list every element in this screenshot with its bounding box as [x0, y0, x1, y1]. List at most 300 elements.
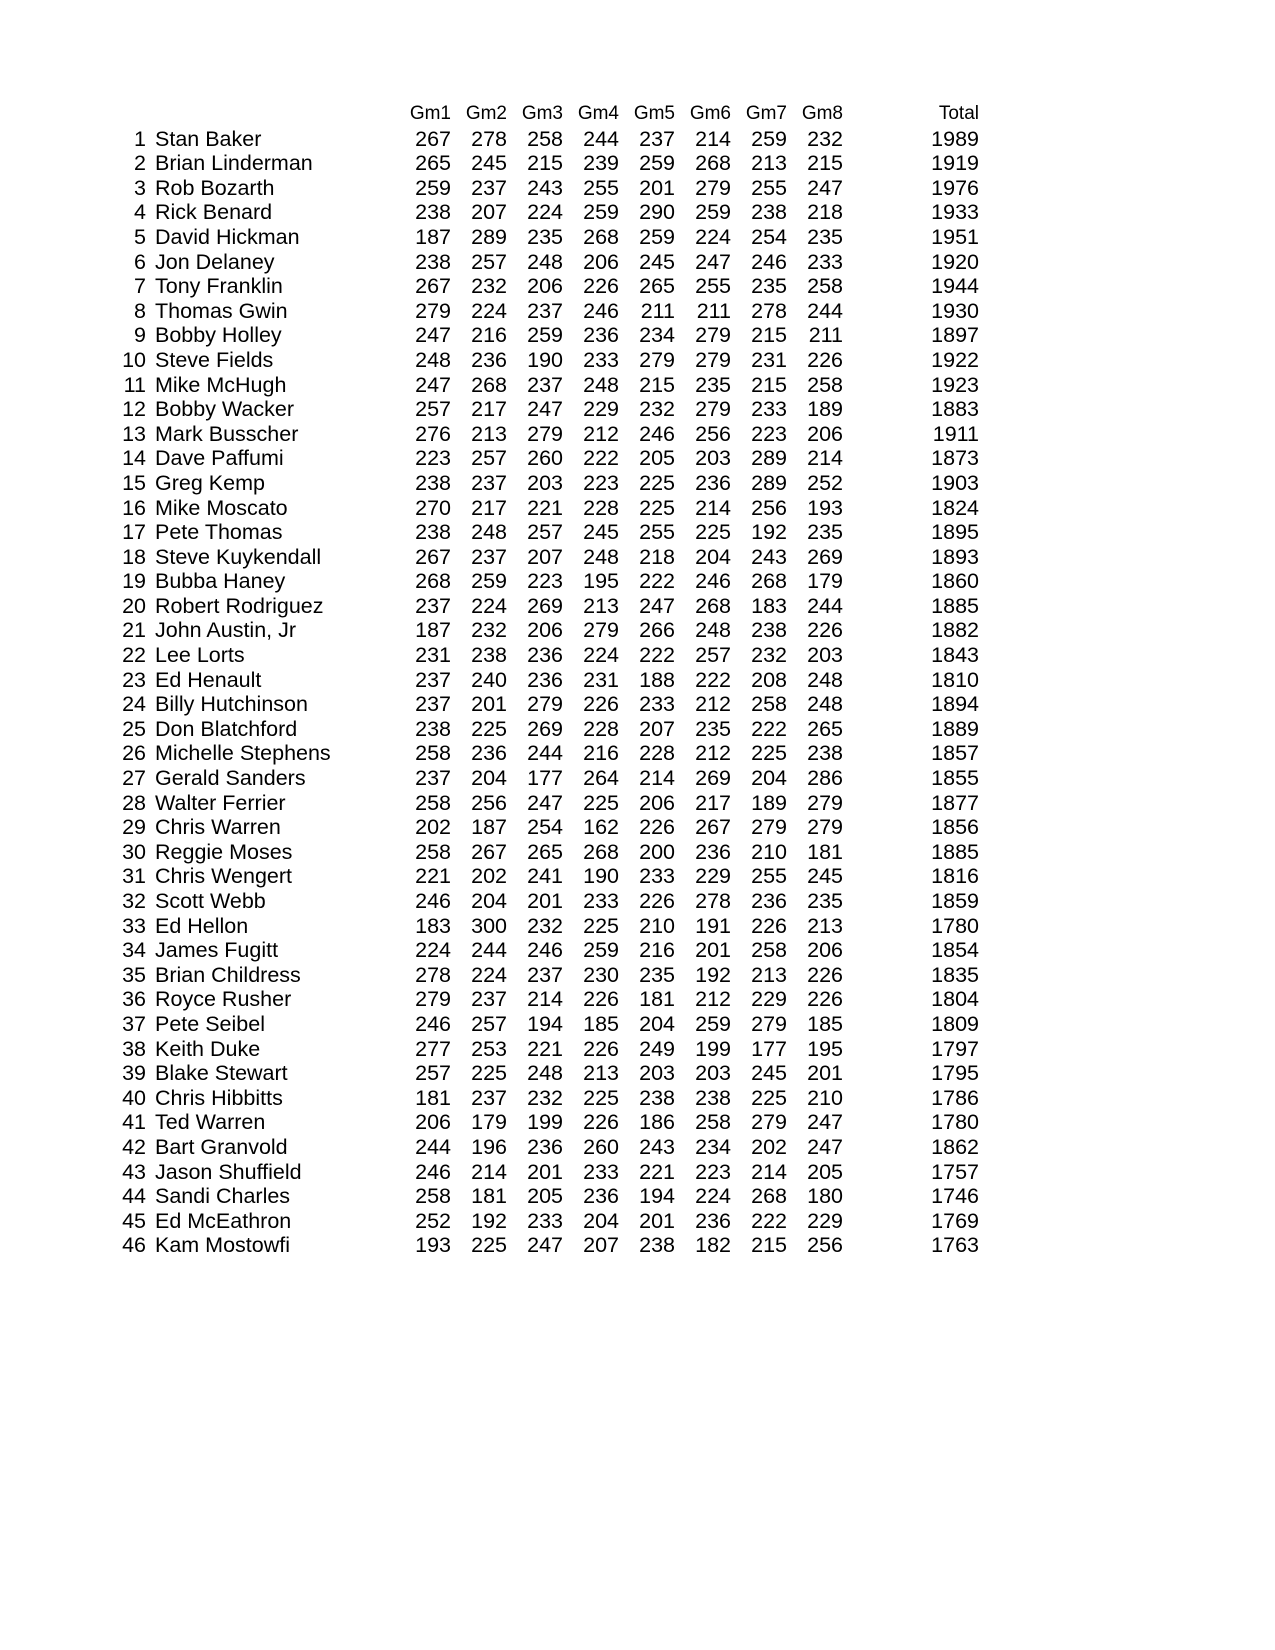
row-game-7-score: 202 [751, 1134, 787, 1159]
row-total-score: 1894 [931, 692, 979, 717]
header-row [112, 104, 979, 129]
row-game-1-score: 238 [415, 200, 451, 225]
row-game-4-score: 195 [583, 569, 619, 594]
row-game-3-score: 279 [527, 692, 563, 717]
row-game-4-score: 185 [583, 1011, 619, 1036]
row-game-6-score: 279 [695, 323, 731, 348]
row-game-7-score: 215 [751, 1233, 787, 1258]
row-bowler-name: Kam Mostowfi [155, 1233, 291, 1258]
row-game-2-score: 236 [471, 741, 507, 766]
row-game-5-score: 232 [639, 397, 675, 422]
row-game-4-score: 264 [583, 766, 619, 791]
row-game-6-score: 211 [696, 298, 731, 323]
column-header-gm5: Gm5 [633, 103, 675, 124]
row-game-8-score: 180 [807, 1184, 843, 1209]
row-bowler-name: Ted Warren [155, 1110, 266, 1135]
row-bowler-name: Chris Hibbitts [155, 1085, 283, 1110]
row-game-2-score: 204 [471, 889, 507, 913]
row-game-5-score: 206 [639, 790, 675, 815]
row-game-5-score: 238 [639, 1085, 675, 1110]
row-game-7-score: 238 [751, 200, 787, 225]
row-game-1-score: 252 [415, 1208, 451, 1233]
row-bowler-name: Mike McHugh [155, 372, 287, 397]
row-game-8-score: 214 [807, 446, 843, 471]
row-rank: 24 [122, 692, 146, 717]
row-game-4-score: 229 [583, 397, 619, 422]
row-game-7-score: 278 [751, 298, 787, 323]
row-game-5-score: 222 [639, 569, 675, 594]
row-total-score: 1786 [931, 1085, 979, 1110]
row-bowler-name: Rick Benard [155, 200, 273, 225]
row-total-score: 1780 [931, 1110, 979, 1135]
table-row [112, 1162, 979, 1187]
row-game-8-score: 193 [807, 495, 843, 520]
row-rank: 36 [122, 987, 146, 1012]
row-game-5-score: 234 [639, 323, 675, 348]
column-header-gm2: Gm2 [465, 103, 507, 124]
row-game-3-score: 206 [527, 274, 563, 299]
row-game-5-score: 247 [639, 593, 675, 618]
row-game-7-score: 225 [751, 1085, 787, 1110]
table-row [112, 350, 979, 375]
row-rank: 17 [122, 520, 146, 545]
row-total-score: 1816 [931, 864, 979, 889]
row-rank: 31 [122, 864, 146, 889]
row-game-3-score: 232 [527, 913, 563, 938]
row-game-2-score: 202 [471, 864, 507, 889]
row-game-7-score: 254 [751, 224, 787, 249]
row-game-7-score: 226 [751, 913, 787, 938]
row-total-score: 1951 [931, 224, 979, 249]
row-rank: 28 [122, 790, 146, 815]
row-game-4-score: 222 [583, 446, 619, 471]
row-game-8-score: 213 [807, 913, 843, 938]
row-game-7-score: 246 [751, 249, 787, 274]
row-game-2-score: 216 [471, 323, 507, 348]
row-game-1-score: 279 [415, 298, 451, 323]
table-row [112, 1112, 979, 1137]
row-game-7-score: 210 [751, 839, 787, 864]
row-game-1-score: 257 [415, 397, 451, 422]
row-game-1-score: 183 [415, 913, 451, 938]
row-game-3-score: 224 [527, 200, 563, 225]
row-bowler-name: David Hickman [155, 224, 300, 249]
row-bowler-name: Reggie Moses [155, 839, 293, 864]
row-game-1-score: 258 [415, 790, 451, 815]
row-bowler-name: Keith Duke [155, 1036, 261, 1061]
row-total-score: 1862 [931, 1134, 979, 1159]
row-game-1-score: 238 [415, 716, 451, 741]
row-rank: 14 [122, 446, 146, 471]
row-rank: 10 [122, 347, 146, 372]
row-game-4-score: 233 [583, 889, 619, 913]
row-total-score: 1889 [931, 716, 979, 741]
row-game-6-score: 238 [695, 1085, 731, 1110]
row-game-3-score: 201 [527, 1159, 563, 1184]
row-game-3-score: 258 [527, 126, 563, 151]
row-game-4-score: 162 [583, 815, 619, 840]
row-game-4-score: 236 [583, 1184, 619, 1209]
row-rank: 27 [122, 766, 146, 791]
row-game-1-score: 244 [415, 1134, 451, 1159]
row-game-6-score: 204 [695, 544, 731, 569]
row-game-1-score: 246 [415, 889, 451, 913]
row-game-2-score: 225 [471, 1061, 507, 1086]
row-game-7-score: 256 [751, 495, 787, 520]
row-game-1-score: 237 [415, 766, 451, 791]
row-game-6-score: 236 [695, 1208, 731, 1233]
row-game-6-score: 259 [695, 1011, 731, 1036]
row-game-2-score: 224 [471, 593, 507, 618]
row-game-8-score: 256 [807, 1233, 843, 1258]
row-game-3-score: 232 [527, 1085, 563, 1110]
row-bowler-name: James Fugitt [155, 938, 279, 963]
row-game-6-score: 191 [695, 913, 731, 938]
row-game-6-score: 255 [695, 274, 731, 299]
row-game-7-score: 223 [751, 421, 787, 446]
row-game-5-score: 225 [639, 470, 675, 495]
row-game-7-score: 233 [751, 397, 787, 422]
row-game-4-score: 233 [583, 347, 619, 372]
row-game-7-score: 177 [751, 1036, 787, 1061]
row-game-5-score: 205 [639, 446, 675, 471]
row-game-4-score: 223 [583, 470, 619, 495]
row-game-1-score: 259 [415, 175, 451, 200]
row-game-7-score: 258 [751, 692, 787, 717]
row-game-1-score: 206 [415, 1110, 451, 1135]
table-row [112, 1235, 979, 1260]
row-game-3-score: 269 [527, 716, 563, 741]
row-game-6-score: 229 [695, 864, 731, 889]
column-header-name [146, 104, 395, 129]
row-game-2-score: 232 [471, 274, 507, 299]
row-game-1-score: 231 [415, 643, 451, 668]
row-game-8-score: 206 [807, 938, 843, 963]
row-game-6-score: 203 [695, 1061, 731, 1086]
row-game-8-score: 258 [807, 274, 843, 299]
row-bowler-name: John Austin, Jr [155, 618, 297, 643]
row-game-7-score: 235 [751, 274, 787, 299]
row-total-score: 1989 [931, 126, 979, 151]
row-game-3-score: 236 [527, 1134, 563, 1159]
row-game-5-score: 259 [639, 224, 675, 249]
table-row [112, 596, 979, 621]
row-rank: 22 [122, 643, 146, 668]
row-bowler-name: Billy Hutchinson [155, 692, 308, 717]
row-game-8-score: 279 [807, 790, 843, 815]
row-bowler-name: Blake Stewart [155, 1061, 288, 1086]
row-game-8-score: 265 [807, 716, 843, 741]
row-game-3-score: 244 [527, 741, 563, 766]
row-rank: 1 [134, 126, 146, 151]
row-game-3-score: 247 [527, 1233, 563, 1258]
row-game-7-score: 183 [751, 593, 787, 618]
row-game-1-score: 187 [415, 618, 451, 643]
row-bowler-name: Mark Busscher [155, 421, 299, 446]
row-bowler-name: Michelle Stephens [155, 741, 331, 766]
table-row [112, 129, 979, 154]
row-game-8-score: 211 [808, 323, 843, 348]
table-row [112, 620, 979, 645]
row-game-4-score: 259 [583, 938, 619, 963]
table-row [112, 1014, 979, 1039]
row-game-3-score: 223 [527, 569, 563, 594]
row-game-6-score: 199 [695, 1036, 731, 1061]
row-game-4-score: 228 [583, 716, 619, 741]
row-rank: 30 [122, 839, 146, 864]
row-game-8-score: 269 [807, 544, 843, 569]
row-rank: 4 [134, 200, 146, 225]
row-game-2-score: 237 [471, 470, 507, 495]
row-total-score: 1804 [931, 987, 979, 1012]
row-game-2-score: 179 [471, 1110, 507, 1135]
row-game-2-score: 253 [471, 1036, 507, 1061]
row-game-1-score: 267 [415, 274, 451, 299]
row-game-8-score: 201 [807, 1061, 843, 1086]
row-rank: 42 [122, 1134, 146, 1159]
table-row [112, 891, 979, 916]
row-game-2-score: 257 [471, 1011, 507, 1036]
row-game-3-score: 194 [527, 1011, 563, 1036]
row-total-score: 1860 [931, 569, 979, 594]
row-game-6-score: 212 [695, 987, 731, 1012]
row-game-2-score: 232 [471, 618, 507, 643]
row-rank: 9 [134, 323, 146, 348]
row-game-5-score: 238 [639, 1233, 675, 1258]
column-header-gm6: Gm6 [689, 103, 731, 124]
row-total-score: 1897 [931, 323, 979, 348]
row-bowler-name: Rob Bozarth [155, 175, 275, 200]
row-total-score: 1855 [931, 766, 979, 791]
row-game-1-score: 270 [415, 495, 451, 520]
row-bowler-name: Bubba Haney [155, 569, 286, 594]
row-bowler-name: Bobby Wacker [155, 397, 295, 422]
row-game-8-score: 245 [807, 864, 843, 889]
row-game-1-score: 265 [415, 151, 451, 176]
table-row [112, 842, 979, 867]
row-game-2-score: 207 [471, 200, 507, 225]
row-total-score: 1769 [931, 1208, 979, 1233]
row-total-score: 1795 [931, 1061, 979, 1086]
row-game-6-score: 268 [695, 151, 731, 176]
table-row [112, 1186, 979, 1211]
row-rank: 7 [134, 274, 146, 299]
row-game-8-score: 226 [807, 347, 843, 372]
row-game-3-score: 177 [527, 766, 563, 791]
row-game-7-score: 215 [751, 372, 787, 397]
row-game-7-score: 259 [751, 126, 787, 151]
row-game-7-score: 214 [751, 1159, 787, 1184]
row-total-score: 1824 [931, 495, 979, 520]
row-rank: 41 [122, 1110, 146, 1135]
row-game-3-score: 269 [527, 593, 563, 618]
row-game-4-score: 236 [583, 323, 619, 348]
row-bowler-name: Jason Shuffield [155, 1159, 302, 1184]
row-game-8-score: 203 [807, 643, 843, 668]
row-game-1-score: 237 [415, 593, 451, 618]
row-game-7-score: 289 [751, 470, 787, 495]
table-row [112, 498, 979, 523]
row-rank: 34 [122, 938, 146, 963]
table-row [112, 473, 979, 498]
row-game-6-score: 222 [695, 667, 731, 692]
row-game-6-score: 278 [695, 889, 731, 913]
row-bowler-name: Lee Lorts [155, 643, 245, 668]
row-game-7-score: 204 [751, 766, 787, 791]
row-rank: 29 [122, 815, 146, 840]
row-total-score: 1885 [931, 593, 979, 618]
row-game-8-score: 238 [807, 741, 843, 766]
row-game-3-score: 205 [527, 1184, 563, 1209]
row-rank: 32 [122, 889, 146, 913]
row-game-5-score: 246 [639, 421, 675, 446]
row-total-score: 1809 [931, 1011, 979, 1036]
row-game-3-score: 214 [527, 987, 563, 1012]
row-bowler-name: Greg Kemp [155, 470, 265, 495]
row-total-score: 1883 [931, 397, 979, 422]
table-row [112, 424, 979, 449]
table-row [112, 743, 979, 768]
row-game-6-score: 214 [695, 495, 731, 520]
row-bowler-name: Walter Ferrier [155, 790, 286, 815]
row-game-3-score: 201 [527, 889, 563, 913]
row-game-7-score: 232 [751, 643, 787, 668]
row-game-3-score: 221 [527, 495, 563, 520]
row-game-4-score: 226 [583, 274, 619, 299]
row-game-5-score: 222 [639, 643, 675, 668]
row-rank: 37 [122, 1011, 146, 1036]
row-game-2-score: 187 [471, 815, 507, 840]
row-game-8-score: 235 [807, 224, 843, 249]
row-game-7-score: 268 [751, 569, 787, 594]
row-rank: 39 [122, 1061, 146, 1086]
table-row [112, 202, 979, 227]
row-game-7-score: 213 [751, 962, 787, 987]
row-total-score: 1882 [931, 618, 979, 643]
row-rank: 15 [122, 470, 146, 495]
table-row [112, 375, 979, 400]
row-game-8-score: 179 [807, 569, 843, 594]
column-header-rank [112, 104, 146, 129]
row-game-5-score: 201 [639, 175, 675, 200]
row-game-5-score: 204 [639, 1011, 675, 1036]
row-game-7-score: 222 [751, 1208, 787, 1233]
row-bowler-name: Jon Delaney [155, 249, 275, 274]
row-game-3-score: 203 [527, 470, 563, 495]
table-row [112, 153, 979, 178]
row-game-1-score: 267 [415, 126, 451, 151]
table-row [112, 1063, 979, 1088]
row-rank: 33 [122, 913, 146, 938]
row-game-2-score: 237 [471, 987, 507, 1012]
row-game-8-score: 279 [807, 815, 843, 840]
row-game-4-score: 260 [583, 1134, 619, 1159]
row-game-5-score: 243 [639, 1134, 675, 1159]
row-game-2-score: 214 [471, 1159, 507, 1184]
row-game-6-score: 203 [695, 446, 731, 471]
table-row [112, 916, 979, 941]
row-game-8-score: 247 [807, 1134, 843, 1159]
row-game-4-score: 225 [583, 790, 619, 815]
row-game-8-score: 205 [807, 1159, 843, 1184]
table-row [112, 448, 979, 473]
row-game-4-score: 206 [583, 249, 619, 274]
row-game-7-score: 231 [751, 347, 787, 372]
row-bowler-name: Dave Paffumi [155, 446, 284, 471]
row-total-score: 1903 [931, 470, 979, 495]
row-total-score: 1873 [931, 446, 979, 471]
row-bowler-name: Tony Franklin [155, 274, 283, 299]
row-game-8-score: 181 [807, 839, 843, 864]
row-rank: 3 [134, 175, 146, 200]
row-game-6-score: 235 [695, 716, 731, 741]
row-game-2-score: 248 [471, 520, 507, 545]
row-game-2-score: 204 [471, 766, 507, 791]
row-game-5-score: 279 [639, 347, 675, 372]
row-game-7-score: 236 [751, 889, 787, 913]
row-game-3-score: 236 [527, 667, 563, 692]
row-game-6-score: 236 [695, 839, 731, 864]
column-header-gm3: Gm3 [521, 103, 563, 124]
row-rank: 26 [122, 741, 146, 766]
row-game-4-score: 228 [583, 495, 619, 520]
row-game-3-score: 221 [527, 1036, 563, 1061]
row-game-5-score: 255 [639, 520, 675, 545]
row-game-6-score: 192 [695, 962, 731, 987]
table-row [112, 178, 979, 203]
row-total-score: 1797 [931, 1036, 979, 1061]
row-rank: 12 [122, 397, 146, 422]
row-total-score: 1895 [931, 520, 979, 545]
row-total-score: 1746 [931, 1184, 979, 1209]
row-game-7-score: 279 [751, 1011, 787, 1036]
row-game-4-score: 213 [583, 1061, 619, 1086]
row-game-1-score: 221 [415, 864, 451, 889]
row-game-6-score: 234 [695, 1134, 731, 1159]
row-game-6-score: 268 [695, 593, 731, 618]
row-game-4-score: 225 [583, 1085, 619, 1110]
row-game-7-score: 215 [751, 323, 787, 348]
row-game-5-score: 226 [639, 815, 675, 840]
row-game-2-score: 244 [471, 938, 507, 963]
row-rank: 35 [122, 962, 146, 987]
row-game-7-score: 192 [751, 520, 787, 545]
row-game-7-score: 258 [751, 938, 787, 963]
row-rank: 8 [134, 298, 146, 323]
row-rank: 23 [122, 667, 146, 692]
row-game-4-score: 207 [583, 1233, 619, 1258]
row-game-2-score: 237 [471, 544, 507, 569]
row-game-3-score: 236 [527, 643, 563, 668]
row-game-5-score: 290 [639, 200, 675, 225]
row-game-7-score: 222 [751, 716, 787, 741]
row-game-2-score: 278 [471, 126, 507, 151]
row-game-2-score: 237 [471, 1085, 507, 1110]
column-header-gm7: Gm7 [745, 103, 787, 124]
row-rank: 46 [122, 1233, 146, 1258]
row-game-6-score: 248 [695, 618, 731, 643]
row-game-5-score: 235 [639, 962, 675, 987]
row-game-3-score: 237 [527, 298, 563, 323]
row-game-4-score: 239 [583, 151, 619, 176]
table-header [112, 104, 979, 129]
row-total-score: 1859 [931, 889, 979, 913]
row-game-1-score: 267 [415, 544, 451, 569]
table-row [112, 227, 979, 252]
row-bowler-name: Ed Henault [155, 667, 262, 692]
row-game-4-score: 255 [583, 175, 619, 200]
row-game-7-score: 225 [751, 741, 787, 766]
